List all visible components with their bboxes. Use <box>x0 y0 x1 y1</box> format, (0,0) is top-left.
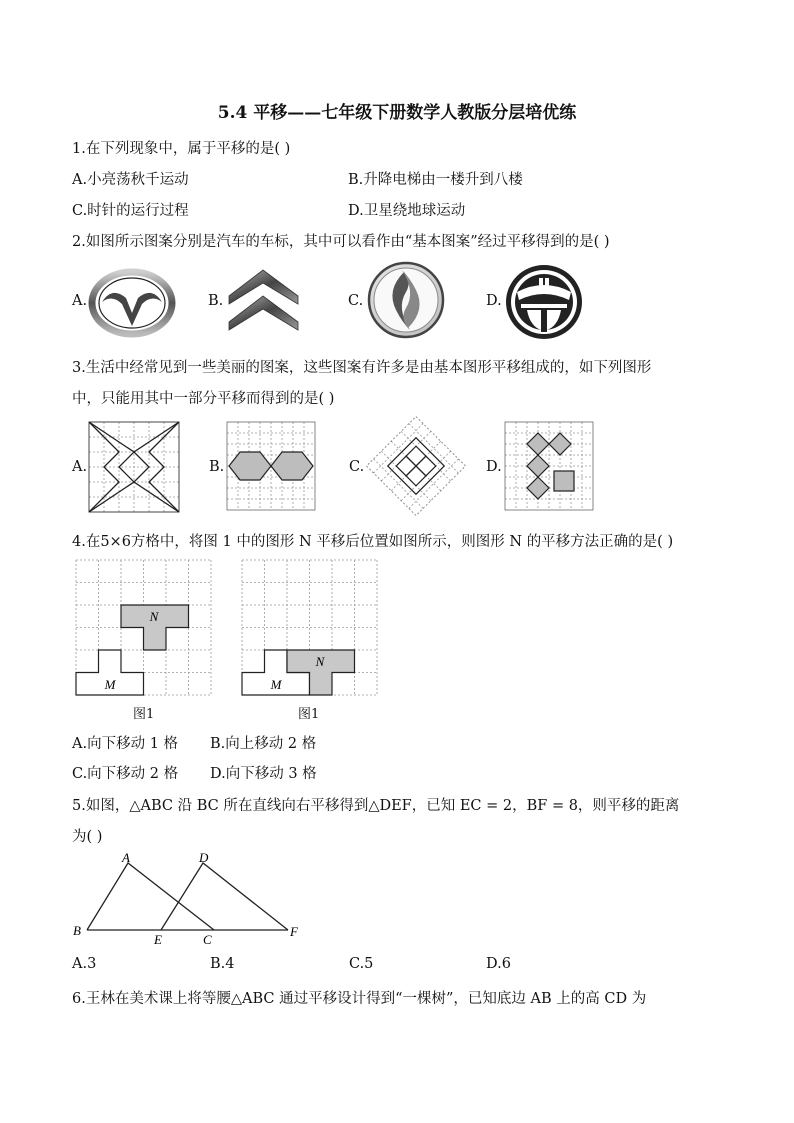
q4-option-c: C.向下移动 2 格 <box>72 766 179 782</box>
label-n: N <box>315 654 325 669</box>
q2-label-c: C. <box>348 293 364 309</box>
pattern-d-figure <box>505 422 593 510</box>
pattern-b-figure <box>227 422 315 510</box>
q3-label-a: A. <box>72 459 88 475</box>
point-e-label: E <box>154 932 162 947</box>
point-c-label: C <box>203 932 212 947</box>
q5-triangle-figure <box>70 850 310 950</box>
q3-label-b: B. <box>209 459 225 475</box>
q5-option-d: D.6 <box>486 956 511 972</box>
q4-option-d: D.向下移动 3 格 <box>210 766 317 782</box>
q4-fig2-caption: 图1 <box>298 707 320 722</box>
q1-stem: 1.在下列现象中，属于平移的是( ) <box>72 141 291 157</box>
point-a-label: A <box>122 850 130 865</box>
q2-label-b: B. <box>208 293 224 309</box>
point-d-label: D <box>199 850 209 865</box>
page-title: 5.4 平移——七年级下册数学人教版分层培优练 <box>217 103 577 123</box>
circular-logo-icon <box>366 260 446 340</box>
mazda-logo-icon <box>88 268 178 338</box>
q3-label-c: C. <box>349 459 365 475</box>
label-n: N <box>149 609 159 624</box>
q4-grid-figure-1 <box>76 560 211 695</box>
q4-option-b: B.向上移动 2 格 <box>210 736 317 752</box>
q5-option-c: C.5 <box>349 956 374 972</box>
citroen-logo-icon <box>226 266 302 334</box>
q1-option-b: B.升降电梯由一楼升到八楼 <box>348 172 523 188</box>
q4-grid-figure-2 <box>242 560 377 695</box>
q3-stem-line2: 中，只能用其中一部分平移而得到的是( ) <box>72 391 335 407</box>
q5-stem-line1: 5.如图，△ABC 沿 BC 所在直线向右平移得到△DEF，已知 EC = 2，BF = 8，则平移的距离 <box>72 798 680 814</box>
q4-option-a: A.向下移动 1 格 <box>72 736 179 752</box>
label-m: M <box>104 677 116 692</box>
q2-label-d: D. <box>486 293 502 309</box>
q4-fig1-caption: 图1 <box>133 707 155 722</box>
q5-option-a: A.3 <box>72 956 97 972</box>
q1-option-c: C.时针的运行过程 <box>72 203 189 219</box>
q3-stem-line1: 3.生活中经常见到一些美丽的图案，这些图案有许多是由基本图形平移组成的，如下列图形 <box>72 360 652 376</box>
pattern-c-figure <box>366 416 466 516</box>
label-m: M <box>270 677 282 692</box>
point-b-label: B <box>73 923 81 938</box>
q6-stem: 6.王林在美术课上将等腰△ABC 通过平移设计得到“一棵树”，已知底边 AB 上的高 CD 为 <box>72 991 647 1007</box>
q5-stem-line2: 为( ) <box>72 829 103 845</box>
pattern-a-figure <box>89 422 179 512</box>
brilliance-logo-icon <box>503 262 585 342</box>
q2-label-a: A. <box>72 293 88 309</box>
q5-option-b: B.4 <box>210 956 235 972</box>
q2-stem: 2.如图所示图案分别是汽车的车标，其中可以看作由“基本图案”经过平移得到的是( ) <box>72 234 610 250</box>
point-f-label: F <box>290 924 298 939</box>
q1-option-d: D.卫星绕地球运动 <box>348 203 466 219</box>
q4-stem: 4.在5×6方格中，将图 1 中的图形 N 平移后位置如图所示，则图形 N 的平移方法正确的是( ) <box>72 534 674 550</box>
q3-label-d: D. <box>486 459 502 475</box>
q1-option-a: A.小亮荡秋千运动 <box>72 172 189 188</box>
